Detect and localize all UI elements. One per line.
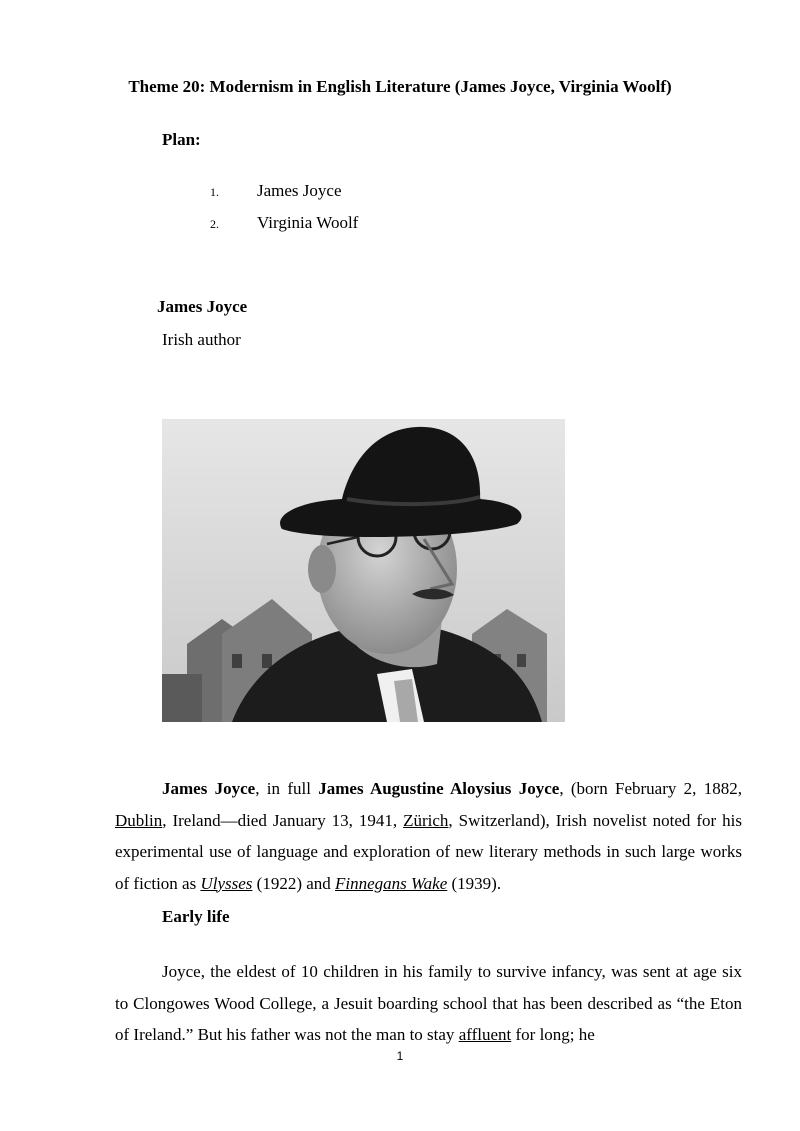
plan-item-label: Virginia Woolf <box>257 213 359 232</box>
paragraph-text: Joyce, the eldest of 10 children in his family to survive infancy, was sent at age six to Clongowes Wood College, a Jesuit boarding school that has been described as “the Eton of Ireland.” But his father was not the man to stay <box>115 962 742 1044</box>
section-subtitle: Irish author <box>162 330 241 349</box>
section-heading: James Joyce <box>157 297 248 316</box>
plan-item <box>210 180 342 203</box>
portrait-photo <box>162 419 565 722</box>
document-title: Theme 20: Modernism in English Literature (James Joyce, Virginia Woolf) <box>128 77 672 96</box>
zurich-link[interactable]: Zürich <box>403 810 449 830</box>
paragraph-text: (1922) and <box>252 873 336 893</box>
plan-item-label: James Joyce <box>257 181 342 200</box>
intro-paragraph <box>115 773 742 899</box>
plan-item-number: 2. <box>210 217 219 231</box>
paragraph-text: , Switzerland), Irish novelist noted for his experimental use of language and exploration of new literary methods in such large works of fiction as <box>115 810 742 893</box>
paragraph-text: , in full <box>255 779 319 798</box>
early-life-paragraph <box>115 956 742 1051</box>
subject-name: James Joyce <box>162 779 256 798</box>
dublin-link[interactable]: Dublin <box>115 810 163 830</box>
plan-item-number: 1. <box>210 185 219 199</box>
page-number: 1 <box>396 1049 404 1063</box>
affluent-link[interactable]: affluent <box>458 1025 512 1044</box>
plan-heading: Plan: <box>162 130 201 149</box>
full-name: James Augustine Aloysius Joyce <box>318 779 560 798</box>
finnegans-wake-link[interactable]: Finnegans Wake <box>335 873 448 893</box>
plan-item <box>210 212 358 235</box>
early-life-heading: Early life <box>162 907 230 926</box>
paragraph-text: , (born February 2, 1882, <box>559 779 742 798</box>
paragraph-text: for long; he <box>511 1025 595 1044</box>
paragraph-text: , Ireland—died January 13, 1941, <box>162 810 404 830</box>
paragraph-text: (1939). <box>447 873 502 893</box>
ulysses-link[interactable]: Ulysses <box>200 873 253 893</box>
